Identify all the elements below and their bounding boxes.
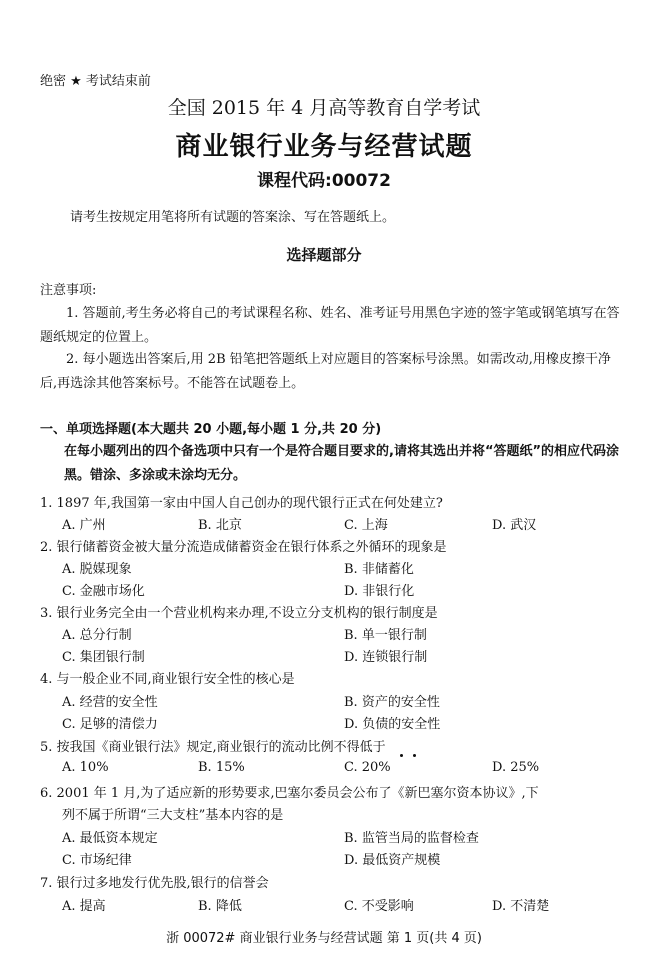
course-code: 课程代码:00072 bbox=[257, 171, 391, 191]
question-5-option-b: B. 15% bbox=[198, 760, 245, 775]
note-item-1: 1. 答题前,考生务必将自己的考试课程名称、姓名、准考证号用黑色字迹的签字笔或钢笔填写在答题纸规定的位置上。 bbox=[40, 306, 620, 345]
question-3-stem: 3. 银行业务完全由一个营业机构来办理,不设立分支机构的银行制度是 bbox=[40, 606, 438, 621]
question-6-option-c: C. 市场纪律 bbox=[62, 853, 132, 868]
question-1-option-a: A. 广州 bbox=[62, 518, 106, 533]
section-title: 选择题部分 bbox=[286, 246, 362, 264]
question-3-option-d: D. 连锁银行制 bbox=[344, 650, 428, 665]
question-5-option-c: C. 20% bbox=[344, 760, 391, 775]
question-4-option-c: C. 足够的清偿力 bbox=[62, 717, 158, 732]
question-4-stem: 4. 与一般企业不同,商业银行安全性的核心是 bbox=[40, 672, 295, 687]
question-1-stem: 1. 1897 年,我国第一家由中国人自己创办的现代银行正式在何处建立? bbox=[40, 496, 443, 511]
question-1-option-c: C. 上海 bbox=[344, 518, 388, 533]
question-6-stem: 6. 2001 年 1 月,为了适应新的形势要求,巴塞尔委员会公布了《新巴塞尔资本协议》,下 bbox=[40, 786, 539, 801]
question-2-option-b: B. 非储蓄化 bbox=[344, 562, 414, 577]
notes-heading: 注意事项: bbox=[40, 283, 97, 298]
note-item-2: 2. 每小题选出答案后,用 2B 铅笔把答题纸上对应题目的答案标号涂黑。如需改动,用橡皮擦干净后,再选涂其他答案标号。不能答在试题卷上。 bbox=[40, 352, 611, 391]
exam-title: 全国 2015 年 4 月高等教育自学考试 bbox=[167, 97, 481, 119]
question-1-option-b: B. 北京 bbox=[198, 518, 242, 533]
question-4-option-a: A. 经营的安全性 bbox=[62, 695, 158, 710]
question-5-stem: 5. 按我国《商业银行法》规定,商业银行的流动比例不得低于 bbox=[40, 740, 386, 755]
question-5-option-d: D. 25% bbox=[492, 760, 540, 775]
question-2-option-a: A. 脱媒现象 bbox=[62, 562, 132, 577]
question-5-option-a: A. 10% bbox=[62, 760, 109, 775]
answer-instruction: 请考生按规定用笔将所有试题的答案涂、写在答题纸上。 bbox=[70, 210, 396, 225]
confidential-label: 绝密 ★ 考试结束前 bbox=[40, 74, 151, 89]
question-2-option-d: D. 非银行化 bbox=[344, 584, 415, 599]
question-7-option-a: A. 提高 bbox=[62, 899, 106, 914]
question-4-option-d: D. 负债的安全性 bbox=[344, 717, 441, 732]
question-3-option-c: C. 集团银行制 bbox=[62, 650, 145, 665]
question-6-option-a: A. 最低资本规定 bbox=[62, 831, 158, 846]
question-6-option-b: B. 监管当局的监督检查 bbox=[344, 831, 479, 846]
question-4-option-b: B. 资产的安全性 bbox=[344, 695, 440, 710]
question-3-option-a: A. 总分行制 bbox=[62, 628, 132, 643]
question-7-option-c: C. 不受影响 bbox=[344, 899, 414, 914]
question-2-stem: 2. 银行储蓄资金被大量分流造成储蓄资金在银行体系之外循环的现象是 bbox=[40, 540, 447, 555]
question-6-stem-continued: 列不属于所谓“三大支柱”基本内容的是 bbox=[62, 808, 284, 823]
emphasis-dot bbox=[413, 754, 416, 757]
part-description: 在每小题列出的四个备选项中只有一个是符合题目要求的,请将其选出并将“答题纸”的相应代码涂黑。错涂、多涂或未涂均无分。 bbox=[64, 444, 620, 483]
question-6-option-d: D. 最低资产规模 bbox=[344, 853, 441, 868]
question-7-stem: 7. 银行过多地发行优先股,银行的信誉会 bbox=[40, 876, 269, 891]
question-7-option-b: B. 降低 bbox=[198, 899, 242, 914]
question-1-option-d: D. 武汉 bbox=[492, 518, 537, 533]
question-3-option-b: B. 单一银行制 bbox=[344, 628, 427, 643]
question-2-option-c: C. 金融市场化 bbox=[62, 584, 145, 599]
part-heading: 一、单项选择题(本大题共 20 小题,每小题 1 分,共 20 分) bbox=[40, 422, 382, 437]
question-7-option-d: D. 不清楚 bbox=[492, 899, 550, 914]
page-footer: 浙 00072# 商业银行业务与经营试题 第 1 页(共 4 页) bbox=[166, 931, 482, 946]
subject-title: 商业银行业务与经营试题 bbox=[175, 132, 473, 162]
emphasis-dot bbox=[400, 754, 403, 757]
